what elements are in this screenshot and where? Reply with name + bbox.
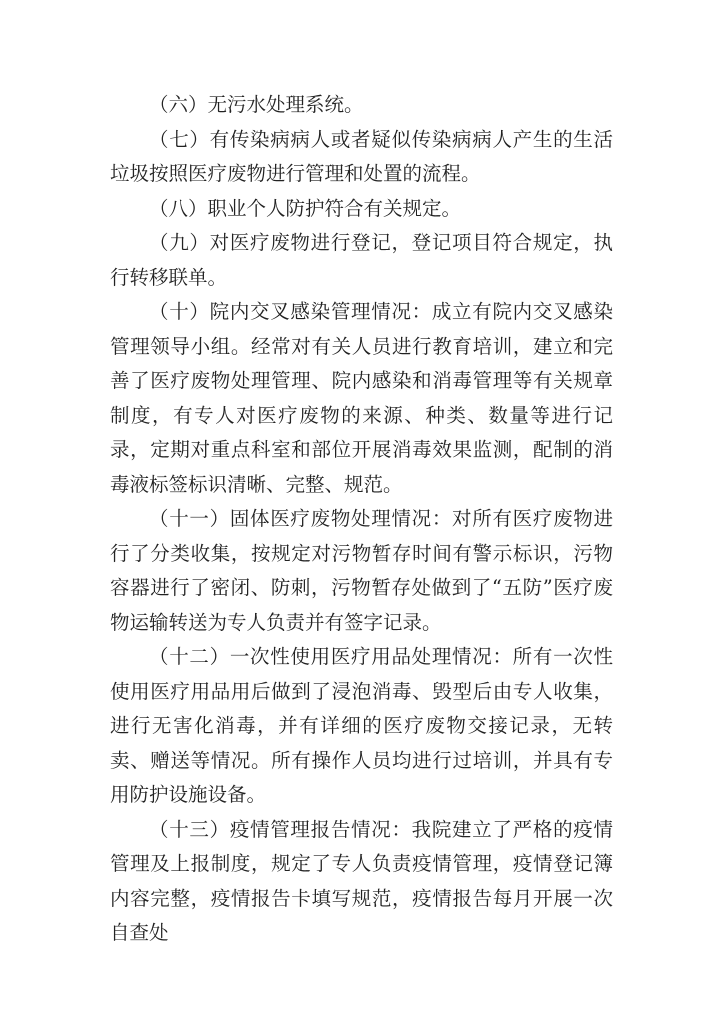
paragraph-6: （六）无污水处理系统。	[149, 93, 364, 116]
paragraph-7: （七）有传染病病人或者疑似传染病病人产生的生活垃圾按照医疗废物进行管理和处置的流程。	[110, 127, 613, 185]
paragraph-13: （十三）疫情管理报告情况：我院建立了严格的疫情管理及上报制度，规定了专人负责疫情管理，疫情登记簿内容完整，疫情报告卡填写规范，疫情报告每月开展一次自查处	[110, 817, 613, 944]
paragraph-12: （十二）一次性使用医疗用品处理情况：所有一次性使用医疗用品用后做到了浸泡消毒、毁型后由专人收集，进行无害化消毒，并有详细的医疗废物交接记录，无转卖、赠送等情况。所有操作人员均进行过培训，并具有专用防护设施设备。	[110, 645, 613, 806]
paragraph-10: （十）院内交叉感染管理情况：成立有院内交叉感染管理领导小组。经常对有关人员进行教育培训，建立和完善了医疗废物处理管理、院内感染和消毒管理等有关规章制度，有专人对医疗废物的来源、种类、数量等进行记录，定期对重点科室和部位开展消毒效果监测，配制的消毒液标签标识清晰、完整、规范。	[110, 300, 613, 496]
paragraph-9: （九）对医疗废物进行登记，登记项目符合规定，执行转移联单。	[110, 231, 613, 289]
document-page	[110, 88, 613, 951]
paragraph-8: （八）职业个人防护符合有关规定。	[149, 196, 462, 220]
paragraph-11: （十一）固体医疗废物处理情况：对所有医疗废物进行了分类收集，按规定对污物暂存时间有警示标识，污物容器进行了密闭、防刺，污物暂存处做到了“五防”医疗废物运输转送为专人负责并有签字记录。	[110, 507, 613, 634]
